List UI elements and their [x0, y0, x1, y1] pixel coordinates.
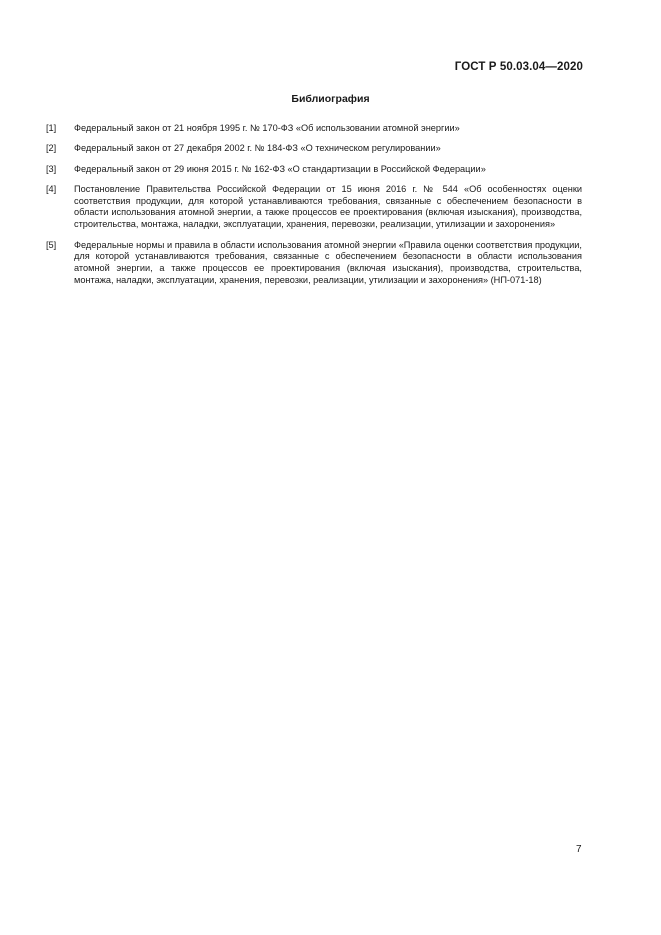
- document-code: ГОСТ Р 50.03.04—2020: [454, 61, 583, 73]
- bibliography-list: [46, 123, 582, 295]
- bibliography-item-number: [1]: [46, 123, 57, 133]
- bibliography-item-text: Федеральный закон от 27 декабря 2002 г. № 184-ФЗ «О техническом регулировании»: [74, 143, 441, 154]
- bibliography-item-number: [4]: [46, 183, 57, 194]
- bibliography-item-text: Федеральный закон от 21 ноября 1995 г. № 170-ФЗ «Об использовании атомной энергии»: [74, 123, 460, 133]
- bibliography-item-number: [5]: [46, 239, 57, 250]
- bibliography-item: [46, 123, 582, 135]
- section-title: Библиография: [291, 93, 370, 105]
- bibliography-item: [46, 164, 582, 176]
- bibliography-item-text: Постановление Правительства Российской Федерации от 15 июня 2016 г. № 544 «Об особенностях оценки соответствия продукции, для которой устанавливаются требования, связанные с обеспечением безопасности в области использования атомной энергии, а также процессов ее проектирования (включая изыскания), производства, строительства, монтажа, наладки, эксплуатации, хранения, перевозки, реализации, утилизации и захоронения»: [74, 183, 582, 230]
- bibliography-item-number: [2]: [46, 143, 57, 154]
- bibliography-item-text: Федеральные нормы и правила в области использования атомной энергии «Правила оценки соответствия продукции, для которой устанавливаются требования, связанные с обеспечением безопасности в области использования атомной энергии, а также процессов ее проектирования (включая изыскания), производства, строительства, монтажа, наладки, эксплуатации, хранения, перевозки, реализации, утилизации и захоронения» (НП-071-18): [74, 239, 582, 285]
- bibliography-item-text: Федеральный закон от 29 июня 2015 г. № 162-ФЗ «О стандартизации в Российской Федерации»: [74, 163, 486, 174]
- bibliography-item-number: [3]: [46, 163, 57, 174]
- bibliography-item: [46, 184, 582, 231]
- bibliography-item: [46, 240, 582, 287]
- bibliography-item: [46, 143, 582, 155]
- page-number: 7: [576, 844, 582, 855]
